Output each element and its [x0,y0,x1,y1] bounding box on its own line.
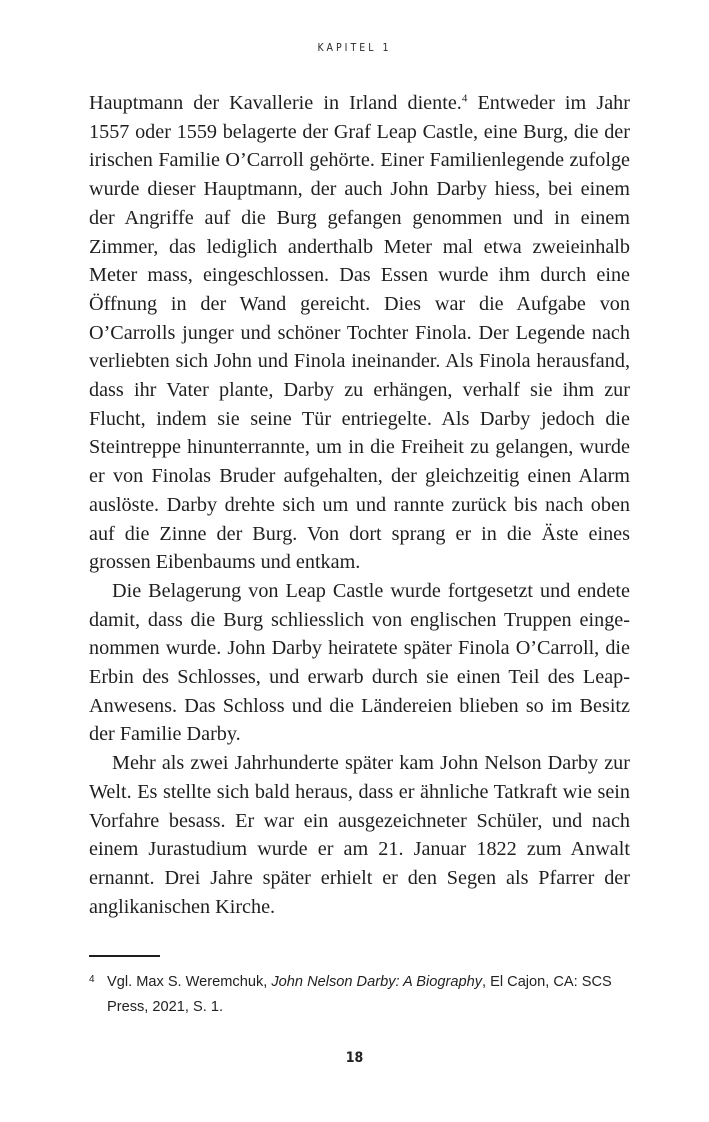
paragraph-3: Mehr als zwei Jahrhunderte später kam John Nelson Darby zur Welt. Es stellte sich bald heraus, dass er ähnliche Tatkraft wie sein Vorfahre besass. Er war ein ausgezeichneter Schüler, und nach einem Jurastudium wurde er am 21. Januar 1822 zum Anwalt ernannt. Drei Jahre später erhielt er den Segen als Pfarrer der anglikanischen Kirche. [89,752,630,918]
footnote-reference: 4 [461,92,468,105]
footnote-suffix: , El Cajon, CA: SCS Press, 2021, S. 1. [107,974,612,1015]
footnote-book-title: John Nelson Darby: A Biography [271,974,483,990]
body-text [89,89,630,921]
footnote [89,970,630,1019]
paragraph-1 [89,89,630,577]
footnote-separator [89,955,160,957]
footnote-prefix: Vgl. Max S. Weremchuk, [107,974,272,990]
paragraph-2: Die Belagerung von Leap Castle wurde fortgesetzt und endete damit, dass die Burg schliesslich von englischen Truppen eingenommen wurde. John Darby heiratete später Finola O’Carroll, die Erbin des Schlosses, und erwarb durch sie einen Teil des Leap-Anwesens. Das Schloss und die Ländereien blieben so im Besitz der Familie Darby. [89,579,630,746]
footnote-text [107,970,630,1019]
footnote-marker: 4 [89,974,95,985]
paragraph-1-text-start: Hauptmann der Kavallerie in Irland diente. [89,92,462,114]
paragraph-1-text-rest: Entweder im Jahr 1557 oder 1559 belagerte der Graf Leap Castle, eine Burg, die der irischen Familie O’Carroll gehörte. Einer Familienlegende zufolge wurde dieser Hauptmann, der auch John Darby hiess, bei einem der Angriffe auf die Burg gefangen genommen und in einem Zimmer, das lediglich anderthalb Meter mal etwa zweieinhalb Meter mass, eingeschlossen. Das Essen wurde ihm durch eine Öffnung in der Wand gereicht. Dies war die Aufgabe von O’Carrolls junger und schöner Tochter Finola. Der Legende nach verliebten sich John und Finola ineinander. Als Finola herausfand, dass ihr Vater plante, Darby zu erhängen, verhalf sie ihm zur Flucht, indem sie seine Tür entriegelte. Als Darby jedoch die Steintreppe hinunterrannte, um in die Freiheit zu gelangen, wurde er von Finolas Bruder aufgehalten, der gleichzeitig einen Alarm auslöste. Darby drehte sich um und rannte zurück bis nach oben auf die Zinne der Burg. Von dort sprang er in die Äste eines grossen Eibenbaums und entkam. [89,92,630,574]
running-head-chapter: KAPITEL 1 [317,42,392,54]
page-number: 18 [345,1050,364,1066]
